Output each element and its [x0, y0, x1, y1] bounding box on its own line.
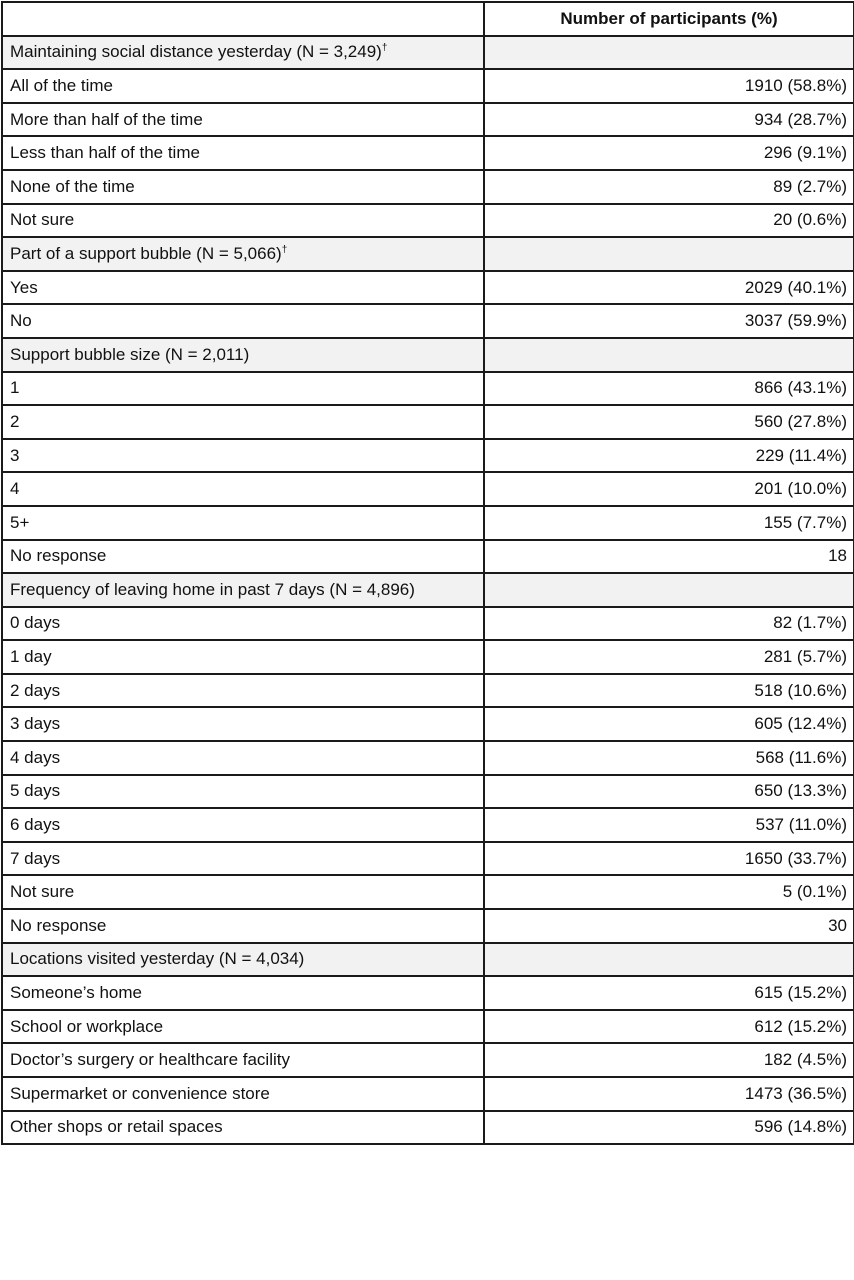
row-value: 182 (4.5%) [484, 1043, 854, 1077]
row-label: 1 day [2, 640, 484, 674]
section-title: Support bubble size (N = 2,011) [10, 344, 250, 364]
table-row [2, 472, 854, 506]
table-row [2, 909, 854, 943]
table-row [2, 707, 854, 741]
header-blank-cell [2, 2, 484, 36]
row-label: 3 [2, 439, 484, 473]
table-row [2, 170, 854, 204]
row-value: 155 (7.7%) [484, 506, 854, 540]
table-row [2, 1010, 854, 1044]
row-label: 7 days [2, 842, 484, 876]
row-value: 229 (11.4%) [484, 439, 854, 473]
row-label: Doctor’s surgery or healthcare facility [2, 1043, 484, 1077]
row-value: 1473 (36.5%) [484, 1077, 854, 1111]
table-row [2, 136, 854, 170]
row-value: 18 [484, 540, 854, 574]
row-label: Yes [2, 271, 484, 305]
footnote-mark: † [281, 244, 288, 256]
section-title: Frequency of leaving home in past 7 days (N = 4,896) [10, 579, 415, 599]
row-label: All of the time [2, 69, 484, 103]
row-value: 1910 (58.8%) [484, 69, 854, 103]
table-row [2, 674, 854, 708]
section-title: Locations visited yesterday (N = 4,034) [10, 949, 305, 969]
table-row [2, 405, 854, 439]
row-label: 4 days [2, 741, 484, 775]
row-label: 1 [2, 372, 484, 406]
table-row [2, 69, 854, 103]
row-label: Less than half of the time [2, 136, 484, 170]
section-empty-cell [484, 36, 854, 70]
row-value: 568 (11.6%) [484, 741, 854, 775]
participants-table [1, 1, 854, 1145]
row-label: Not sure [2, 875, 484, 909]
table-row [2, 1077, 854, 1111]
row-label: 2 days [2, 674, 484, 708]
section-title-cell [2, 338, 484, 372]
section-header-row [2, 573, 854, 607]
table-row [2, 204, 854, 238]
row-value: 650 (13.3%) [484, 775, 854, 809]
footnote-mark: † [381, 42, 388, 54]
row-value: 605 (12.4%) [484, 707, 854, 741]
row-label: Other shops or retail spaces [2, 1111, 484, 1145]
row-label: No response [2, 540, 484, 574]
row-label: No response [2, 909, 484, 943]
row-value: 537 (11.0%) [484, 808, 854, 842]
section-empty-cell [484, 573, 854, 607]
row-label: Someone’s home [2, 976, 484, 1010]
section-title-cell [2, 943, 484, 977]
row-value: 296 (9.1%) [484, 136, 854, 170]
table-row [2, 1043, 854, 1077]
section-header-row [2, 338, 854, 372]
table-row [2, 1111, 854, 1145]
table-row [2, 540, 854, 574]
row-label: None of the time [2, 170, 484, 204]
row-value: 3037 (59.9%) [484, 304, 854, 338]
row-label: 5 days [2, 775, 484, 809]
table-row [2, 304, 854, 338]
row-value: 89 (2.7%) [484, 170, 854, 204]
table-row [2, 741, 854, 775]
row-value: 612 (15.2%) [484, 1010, 854, 1044]
table-row [2, 640, 854, 674]
table-row [2, 875, 854, 909]
table-row [2, 506, 854, 540]
table-row [2, 976, 854, 1010]
section-title-cell [2, 573, 484, 607]
row-value: 1650 (33.7%) [484, 842, 854, 876]
row-value: 2029 (40.1%) [484, 271, 854, 305]
table-row [2, 842, 854, 876]
row-value: 5 (0.1%) [484, 875, 854, 909]
section-empty-cell [484, 237, 854, 271]
table-row [2, 775, 854, 809]
section-header-row [2, 237, 854, 271]
row-value: 866 (43.1%) [484, 372, 854, 406]
row-label: 0 days [2, 607, 484, 641]
row-value: 615 (15.2%) [484, 976, 854, 1010]
row-label: Supermarket or convenience store [2, 1077, 484, 1111]
column-header-participants: Number of participants (%) [484, 2, 854, 36]
row-label: No [2, 304, 484, 338]
row-value: 518 (10.6%) [484, 674, 854, 708]
section-title: Part of a support bubble (N = 5,066) [10, 243, 282, 263]
row-value: 201 (10.0%) [484, 472, 854, 506]
table-row [2, 607, 854, 641]
row-label: More than half of the time [2, 103, 484, 137]
row-value: 20 (0.6%) [484, 204, 854, 238]
row-label: 6 days [2, 808, 484, 842]
row-value: 560 (27.8%) [484, 405, 854, 439]
section-title-cell [2, 237, 484, 271]
section-title-cell [2, 36, 484, 70]
row-label: 3 days [2, 707, 484, 741]
section-empty-cell [484, 338, 854, 372]
section-header-row [2, 943, 854, 977]
row-label: 4 [2, 472, 484, 506]
row-label: 2 [2, 405, 484, 439]
section-title: Maintaining social distance yesterday (N = 3,249) [10, 42, 382, 62]
row-value: 30 [484, 909, 854, 943]
row-value: 82 (1.7%) [484, 607, 854, 641]
row-value: 596 (14.8%) [484, 1111, 854, 1145]
table-row [2, 271, 854, 305]
header-row [2, 2, 854, 36]
section-empty-cell [484, 943, 854, 977]
table-row [2, 439, 854, 473]
table-row [2, 808, 854, 842]
row-label: Not sure [2, 204, 484, 238]
table-row [2, 103, 854, 137]
table-row [2, 372, 854, 406]
section-header-row [2, 36, 854, 70]
row-label: School or workplace [2, 1010, 484, 1044]
row-label: 5+ [2, 506, 484, 540]
row-value: 934 (28.7%) [484, 103, 854, 137]
row-value: 281 (5.7%) [484, 640, 854, 674]
